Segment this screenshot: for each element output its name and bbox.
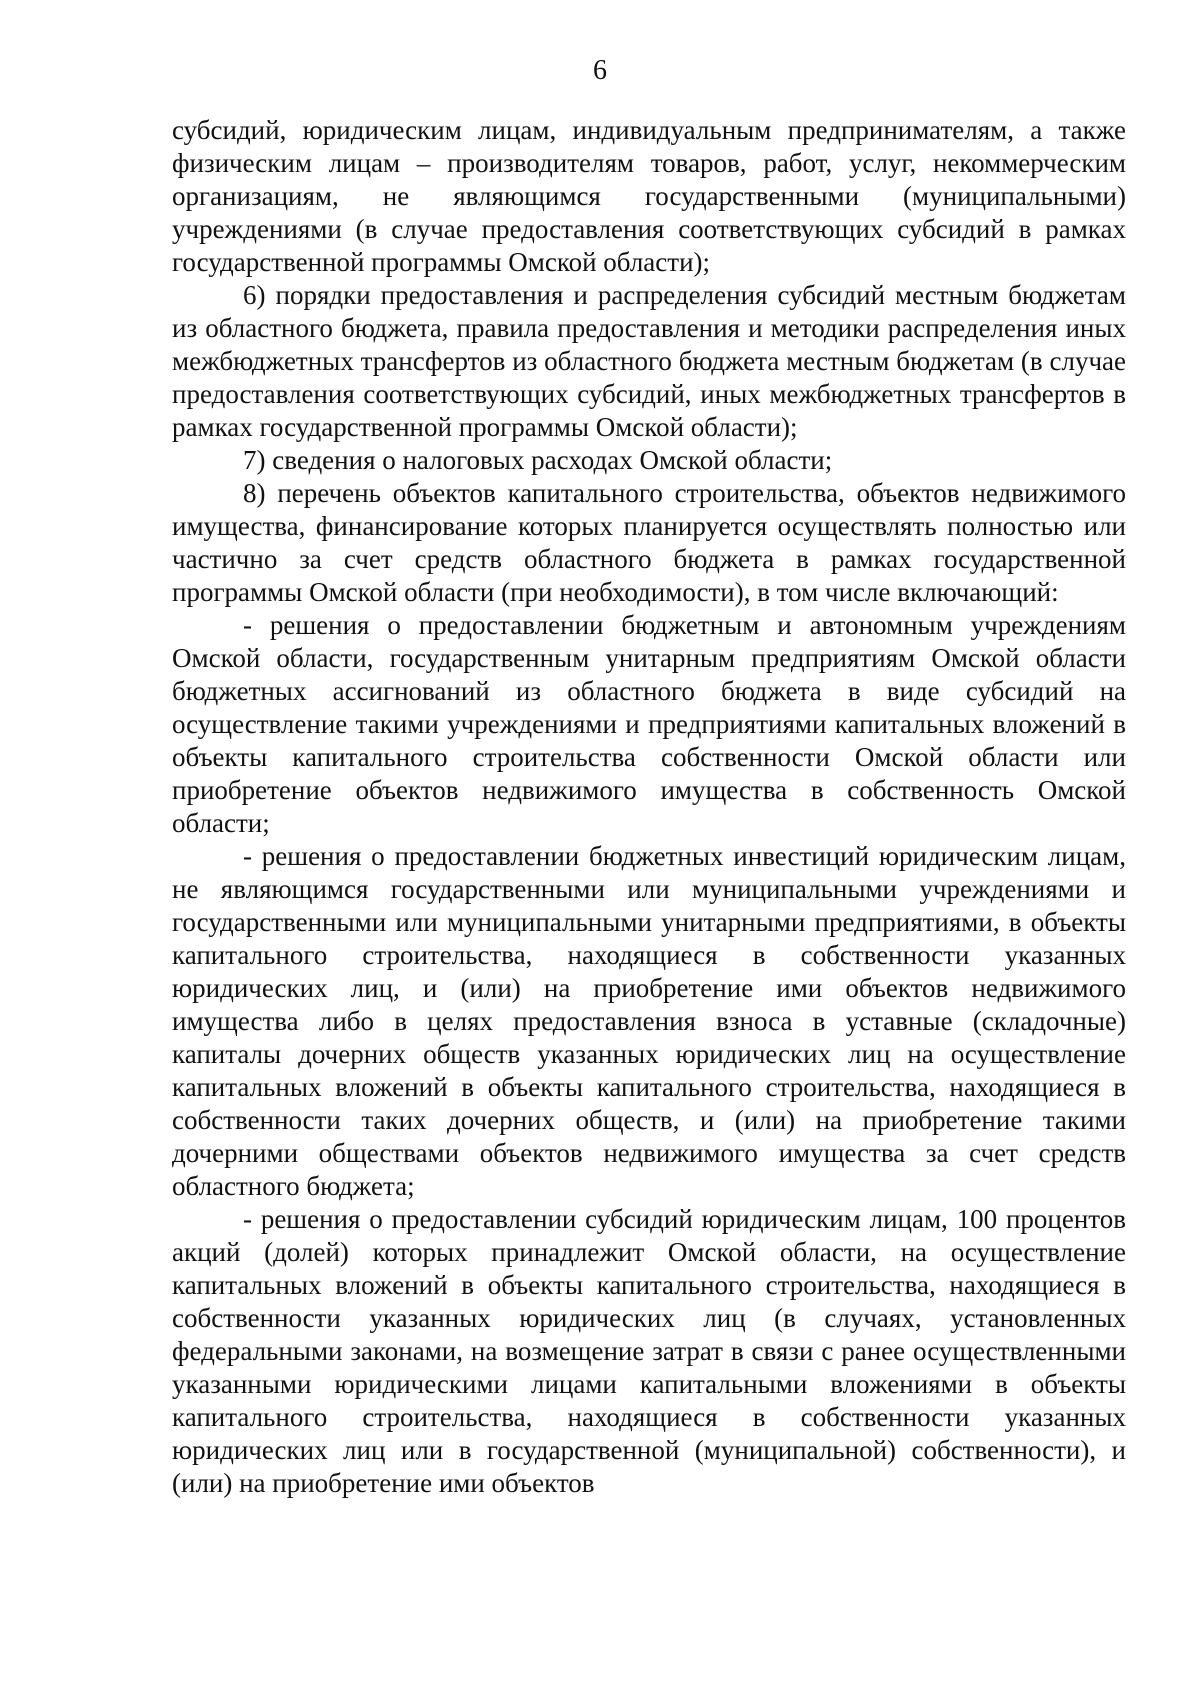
paragraph-item-8: 8) перечень объектов капитального строительства, объектов недвижимого имущества, финансирование которых планируется осуществлять полностью или частично за счет средств областного бюджета в рамках государственной программы Омской области (при необходимости), в том числе включающий: bbox=[172, 478, 1126, 607]
paragraph-item-7: 7) сведения о налоговых расходах Омской области; bbox=[243, 445, 833, 475]
paragraph-item-6: 6) порядки предоставления и распределения субсидий местным бюджетам из областного бюджета, правила предоставления и методики распределения иных межбюджетных трансфертов из областного бюджета местным бюджетам (в случае предоставления соответствующих субсидий, иных межбюджетных трансфертов в рамках государственной программы Омской области); bbox=[172, 280, 1126, 442]
paragraph-dash-3: - решения о предоставлении субсидий юридическим лицам, 100 процентов акций (долей) которых принадлежит Омской области, на осуществление капитальных вложений в объекты капитального строительства, находящиеся в собственности указанных юридических лиц (в случаях, установленных федеральными законами, на возмещение затрат в связи с ранее осуществленными указанными юридическими лицами капитальными вложениями в объекты капитального строительства, находящиеся в собственности указанных юридических лиц или в государственной (муниципальной) собственности), и (или) на приобретение ими объектов bbox=[172, 1204, 1126, 1498]
document-body bbox=[172, 114, 1126, 1500]
paragraph-dash-2: - решения о предоставлении бюджетных инвестиций юридическим лицам, не являющимся государственными или муниципальными учреждениями и государственными или муниципальными унитарными предприятиями, в объекты капитального строительства, находящиеся в собственности указанных юридических лиц, и (или) на приобретение ими объектов недвижимого имущества либо в целях предоставления взноса в уставные (складочные) капиталы дочерних обществ указанных юридических лиц на осуществление капитальных вложений в объекты капитального строительства, находящиеся в собственности таких дочерних обществ, и (или) на приобретение такими дочерними обществами объектов недвижимого имущества за счет средств областного бюджета; bbox=[172, 841, 1126, 1201]
paragraph-continuation: субсидий, юридическим лицам, индивидуальным предпринимателям, а также физическим лицам – производителям товаров, работ, услуг, некоммерческим организациям, не являющимся государственными (муниципальными) учреждениями (в случае предоставления соответствующих субсидий в рамках государственной программы Омской области); bbox=[172, 115, 1126, 277]
page-number: 6 bbox=[593, 55, 607, 86]
paragraph-dash-1: - решения о предоставлении бюджетным и автономным учреждениям Омской области, государственным унитарным предприятиям Омской области бюджетных ассигнований из областного бюджета в виде субсидий на осуществление такими учреждениями и предприятиями капитальных вложений в объекты капитального строительства собственности Омской области или приобретение объектов недвижимого имущества в собственность Омской области; bbox=[172, 610, 1126, 838]
